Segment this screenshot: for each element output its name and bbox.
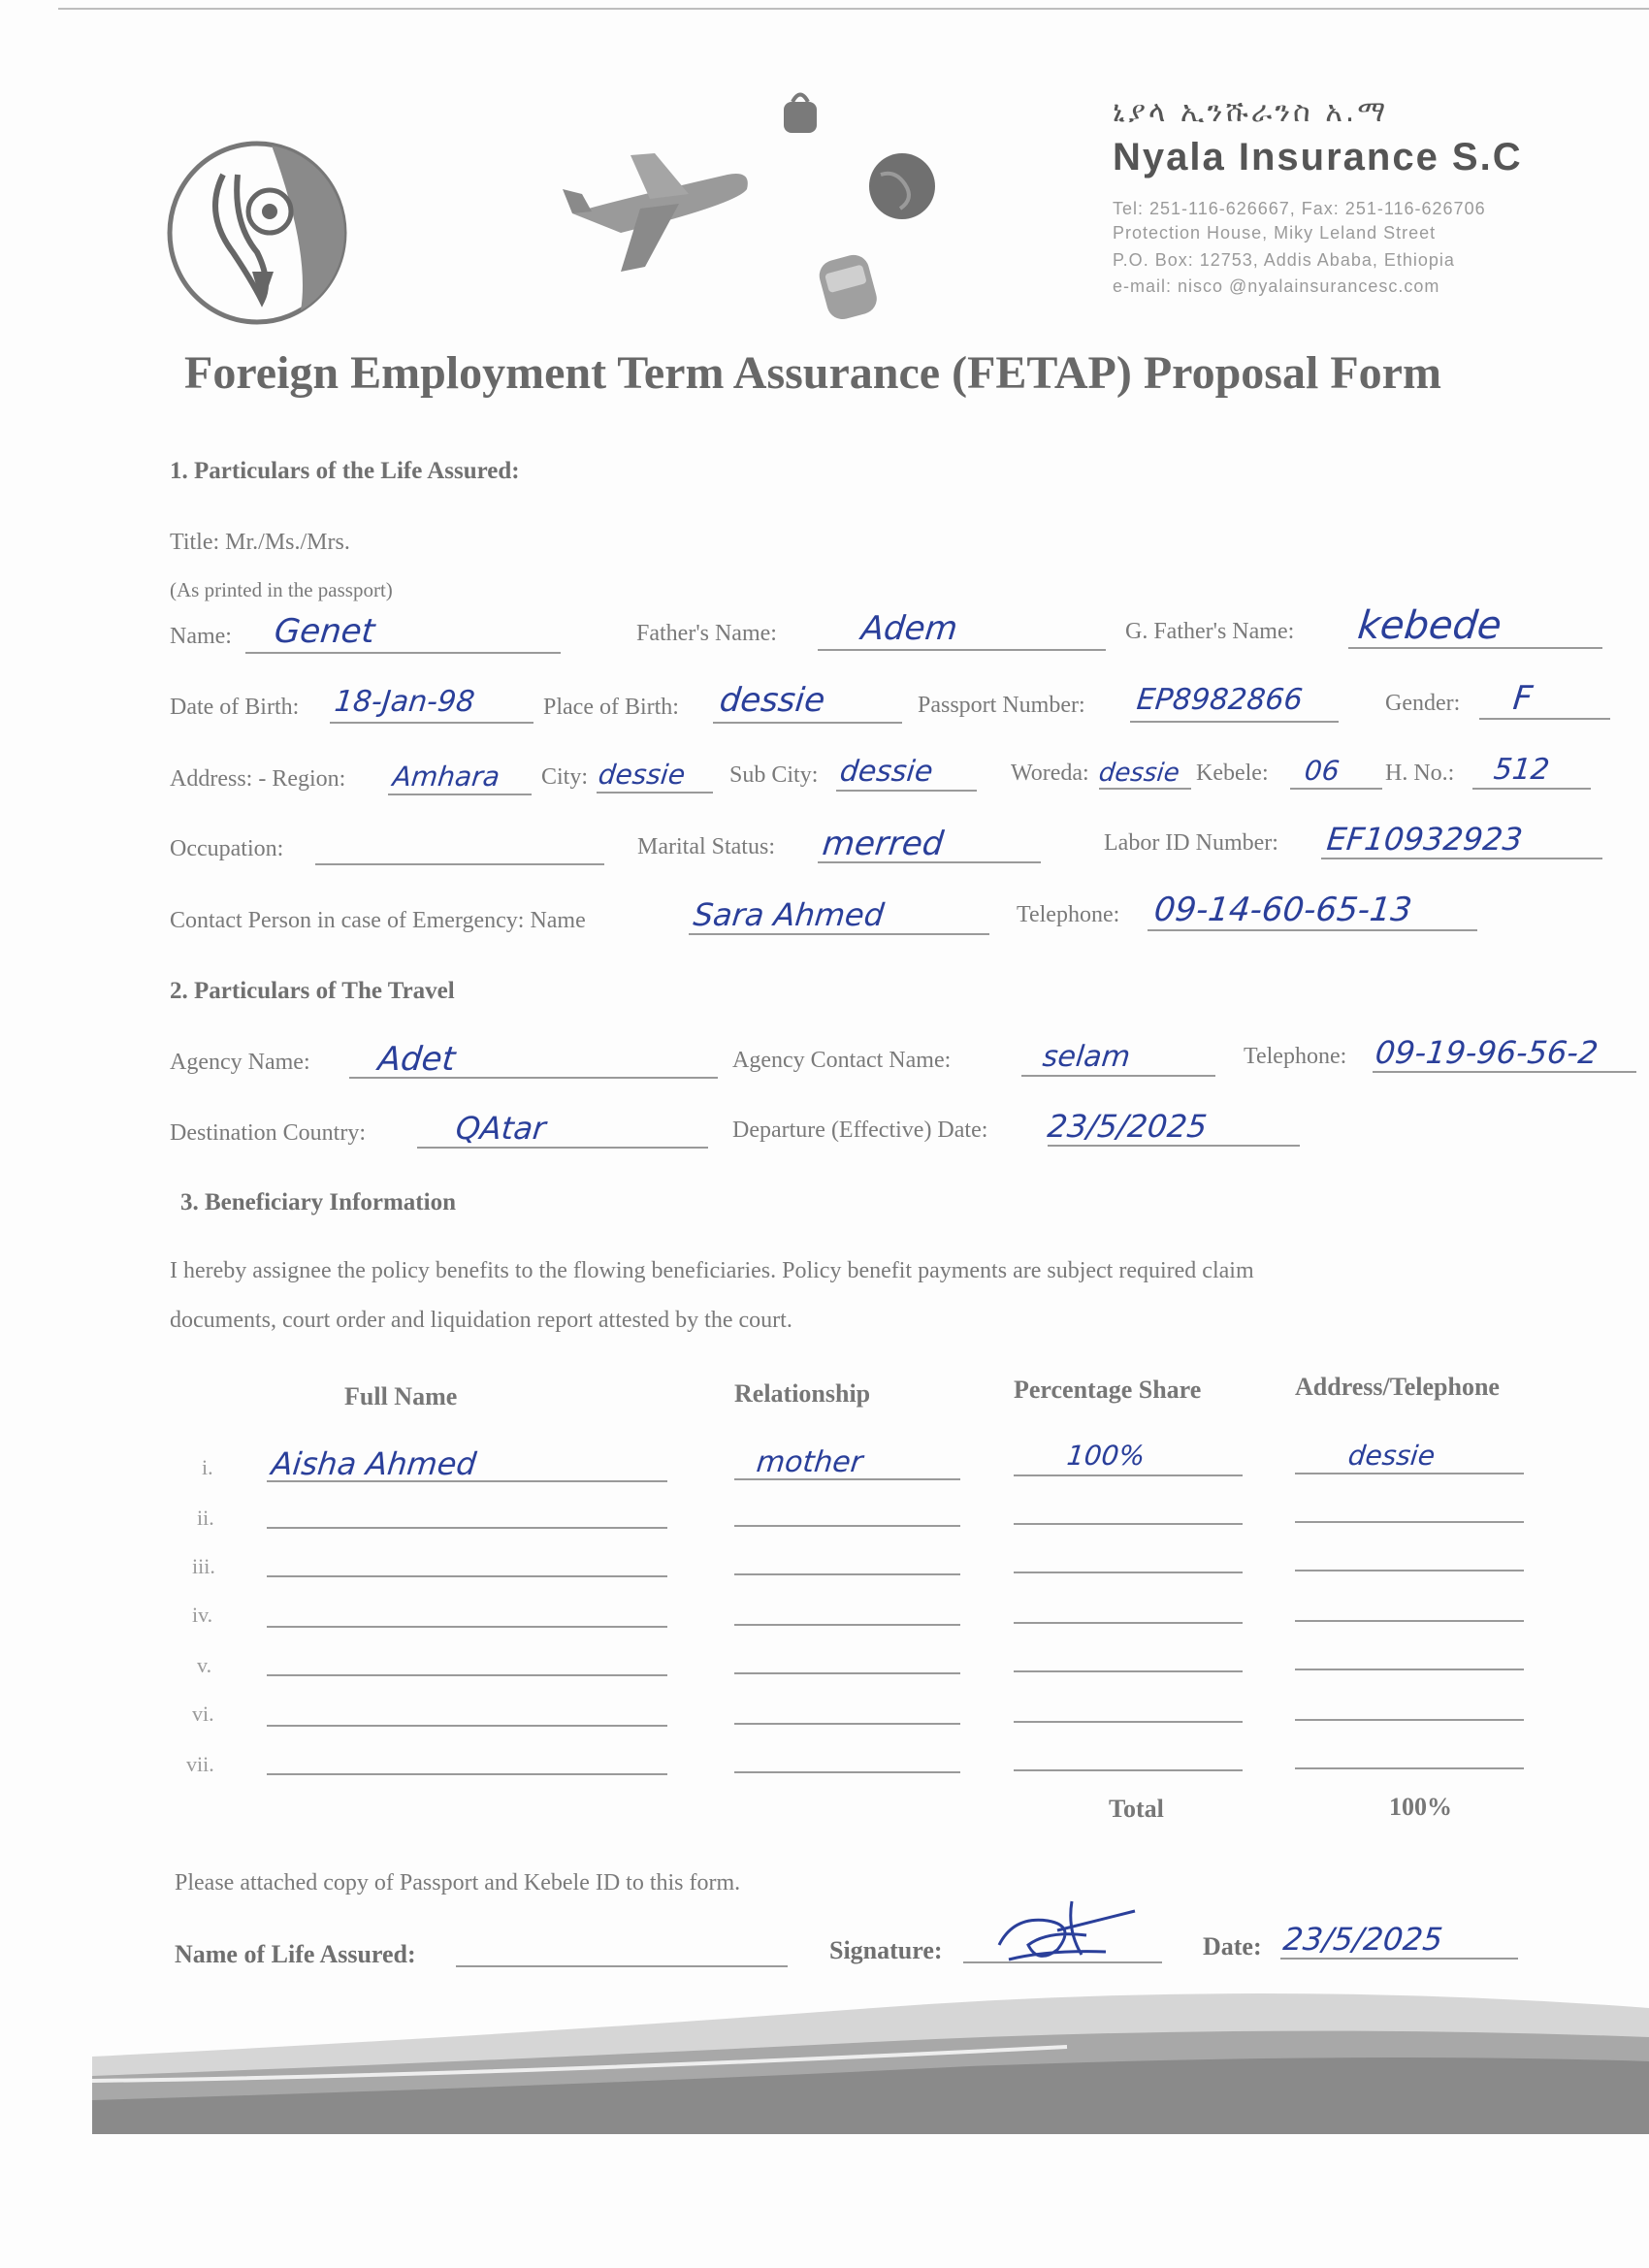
company-phone: Tel: 251-116-626667, Fax: 251-116-626706: [1113, 199, 1486, 218]
pob-value: dessie: [717, 681, 827, 720]
beneficiary-rel-line[interactable]: [734, 1771, 960, 1773]
row-number: i.: [202, 1455, 213, 1479]
city-field-line[interactable]: [597, 792, 713, 794]
region-value: Amhara: [391, 761, 501, 793]
footer-wave-decoration: [0, 1969, 1649, 2144]
beneficiary-addr: dessie: [1346, 1440, 1437, 1472]
row-number: iii.: [192, 1554, 215, 1578]
section2-heading: 2. Particulars of The Travel: [170, 978, 455, 1004]
company-name: Nyala Insurance S.C: [1113, 136, 1523, 178]
laborid-value: EF10932923: [1325, 821, 1525, 858]
section3-heading: 3. Beneficiary Information: [180, 1189, 456, 1215]
departure-field-line[interactable]: [1048, 1145, 1300, 1147]
subcity-label: Sub City:: [729, 762, 819, 788]
laborid-label: Labor ID Number:: [1104, 830, 1278, 856]
beneficiary-pct-line[interactable]: [1014, 1721, 1243, 1723]
hno-label: H. No.:: [1385, 761, 1455, 786]
passport-field-line[interactable]: [1130, 721, 1339, 723]
occupation-field-line[interactable]: [315, 863, 604, 865]
date-value: 23/5/2025: [1281, 1921, 1445, 1958]
agency-tel-label: Telephone:: [1244, 1044, 1347, 1069]
kebele-label: Kebele:: [1196, 761, 1269, 786]
hno-value: 512: [1492, 753, 1552, 787]
row-number: ii.: [197, 1506, 214, 1530]
departure-label: Departure (Effective) Date:: [732, 1118, 988, 1143]
pill-bottle-icon: [815, 247, 883, 325]
agency-name-value: Adet: [375, 1040, 458, 1079]
beneficiary-name-line[interactable]: [267, 1773, 667, 1775]
departure-value: 23/5/2025: [1046, 1108, 1210, 1145]
company-pobox: P.O. Box: 12753, Addis Ababa, Ethiopia: [1113, 250, 1455, 270]
row-number: iv.: [192, 1603, 213, 1627]
beneficiary-name-line[interactable]: [267, 1575, 667, 1577]
pob-field-line[interactable]: [713, 722, 902, 724]
title-label: Title: Mr./Ms./Mrs.: [170, 530, 350, 555]
date-line[interactable]: [1280, 1958, 1518, 1960]
beneficiary-pct-line[interactable]: [1014, 1769, 1243, 1771]
beneficiary-rel-line[interactable]: [734, 1672, 960, 1674]
passport-label: Passport Number:: [918, 693, 1085, 718]
woreda-value: dessie: [1097, 759, 1181, 788]
laborid-field-line[interactable]: [1321, 858, 1602, 859]
globe-icon: [866, 150, 939, 223]
beneficiary-rel-line[interactable]: [734, 1723, 960, 1725]
agency-tel-field-line[interactable]: [1373, 1071, 1636, 1073]
bag-icon: [776, 87, 824, 141]
beneficiary-addr-line[interactable]: [1295, 1620, 1524, 1622]
company-address: Protection House, Miky Leland Street: [1113, 223, 1437, 243]
gender-label: Gender:: [1385, 691, 1461, 716]
beneficiary-name-line[interactable]: [267, 1674, 667, 1676]
beneficiary-pct: 100%: [1065, 1440, 1147, 1472]
nyala-logo-icon: [165, 136, 388, 330]
agency-contact-label: Agency Contact Name:: [732, 1048, 952, 1073]
dob-field-line[interactable]: [330, 722, 534, 724]
agency-contact-value: selam: [1041, 1040, 1132, 1074]
agency-tel-value: 09-19-96-56-2: [1374, 1034, 1600, 1071]
beneficiary-pct-line[interactable]: [1014, 1622, 1243, 1624]
name-value: Genet: [272, 612, 377, 651]
city-value: dessie: [597, 759, 687, 791]
emergency-tel-value: 09-14-60-65-13: [1151, 891, 1414, 929]
emergency-name-value: Sara Ahmed: [692, 896, 887, 933]
life-assured-name-line[interactable]: [456, 1965, 788, 1967]
beneficiary-addr-line[interactable]: [1295, 1570, 1524, 1571]
destination-label: Destination Country:: [170, 1120, 366, 1146]
company-amharic-name: ኒያላ ኢንሹራንስ አ.ማ: [1113, 95, 1389, 129]
emergency-name-field-line[interactable]: [689, 933, 989, 935]
subcity-value: dessie: [838, 755, 935, 789]
assignment-text-line1: I hereby assignee the policy benefits to the flowing beneficiaries. Policy benefit payments are subject required claim: [170, 1258, 1254, 1283]
signature-mark-icon: [989, 1892, 1164, 1969]
beneficiary-name: Aisha Ahmed: [270, 1445, 478, 1482]
gender-value: F: [1510, 679, 1535, 718]
dob-value: 18-Jan-98: [333, 685, 477, 719]
agency-contact-field-line[interactable]: [1021, 1075, 1215, 1077]
hno-field-line[interactable]: [1472, 788, 1591, 790]
row-number: vii.: [186, 1752, 214, 1776]
gfather-name-label: G. Father's Name:: [1125, 619, 1295, 644]
emergency-contact-label: Contact Person in case of Emergency: Name: [170, 908, 586, 933]
beneficiary-rel-line[interactable]: [734, 1525, 960, 1527]
beneficiary-name-line[interactable]: [267, 1527, 667, 1529]
beneficiary-pct-line[interactable]: [1014, 1523, 1243, 1525]
kebele-field-line[interactable]: [1290, 788, 1382, 790]
kebele-value: 06: [1303, 755, 1342, 787]
date-label: Date:: [1203, 1932, 1262, 1960]
occupation-label: Occupation:: [170, 836, 284, 861]
woreda-field-line[interactable]: [1099, 788, 1191, 790]
destination-field-line[interactable]: [417, 1147, 708, 1149]
beneficiary-name-line[interactable]: [267, 1626, 667, 1628]
father-name-label: Father's Name:: [636, 621, 777, 646]
row-number: v.: [197, 1653, 212, 1677]
region-field-line[interactable]: [388, 794, 532, 795]
beneficiary-addr-line[interactable]: [1295, 1521, 1524, 1523]
beneficiary-addr-line[interactable]: [1295, 1767, 1524, 1769]
passport-note: (As printed in the passport): [170, 578, 393, 601]
beneficiary-addr-line[interactable]: [1295, 1473, 1524, 1474]
company-email: e-mail: nisco @nyalainsurancesc.com: [1113, 276, 1440, 296]
dob-label: Date of Birth:: [170, 695, 300, 720]
father-name-value: Adem: [858, 609, 959, 648]
form-title: Foreign Employment Term Assurance (FETAP) Proposal Form: [184, 347, 1441, 399]
marital-value: merred: [820, 825, 946, 863]
section1-heading: 1. Particulars of the Life Assured:: [170, 458, 520, 484]
emergency-tel-field-line[interactable]: [1148, 929, 1477, 931]
row-number: vi.: [192, 1701, 214, 1726]
top-border: [58, 8, 1649, 10]
region-label: Address: - Region:: [170, 766, 346, 792]
beneficiary-addr-line[interactable]: [1295, 1669, 1524, 1670]
assignment-text-line2: documents, court order and liquidation report attested by the court.: [170, 1308, 792, 1333]
emergency-tel-label: Telephone:: [1017, 902, 1120, 927]
father-name-field-line[interactable]: [818, 649, 1106, 651]
beneficiary-pct-line[interactable]: [1014, 1571, 1243, 1573]
subcity-field-line[interactable]: [836, 790, 977, 792]
life-assured-name-label: Name of Life Assured:: [175, 1940, 416, 1968]
passport-value: EP8982866: [1135, 683, 1305, 717]
gender-field-line[interactable]: [1479, 718, 1610, 720]
agency-name-label: Agency Name:: [170, 1050, 310, 1075]
beneficiary-addr-line[interactable]: [1295, 1719, 1524, 1721]
beneficiary-rel: mother: [755, 1445, 864, 1479]
pob-label: Place of Birth:: [543, 695, 679, 720]
beneficiary-name-line[interactable]: [267, 1725, 667, 1727]
city-label: City:: [541, 764, 589, 790]
col-relationship: Relationship: [734, 1379, 871, 1408]
total-value: 100%: [1389, 1793, 1452, 1821]
marital-label: Marital Status:: [637, 834, 775, 859]
woreda-label: Woreda:: [1011, 761, 1089, 786]
name-label: Name:: [170, 624, 232, 649]
col-full-name: Full Name: [344, 1382, 458, 1410]
airplane-icon: [563, 136, 757, 291]
attachment-note: Please attached copy of Passport and Kebele ID to this form.: [175, 1870, 741, 1895]
total-label: Total: [1109, 1795, 1164, 1823]
destination-value: QAtar: [454, 1110, 548, 1147]
beneficiary-pct-line[interactable]: [1014, 1670, 1243, 1672]
col-percentage-share: Percentage Share: [1014, 1376, 1202, 1404]
beneficiary-rel-line[interactable]: [734, 1573, 960, 1575]
beneficiary-rel-line[interactable]: [734, 1624, 960, 1626]
beneficiary-pct-line[interactable]: [1014, 1474, 1243, 1476]
gfather-name-value: kebede: [1355, 603, 1504, 648]
name-field-line[interactable]: [245, 652, 561, 654]
col-address-telephone: Address/Telephone: [1295, 1373, 1500, 1401]
signature-label: Signature:: [829, 1936, 943, 1964]
